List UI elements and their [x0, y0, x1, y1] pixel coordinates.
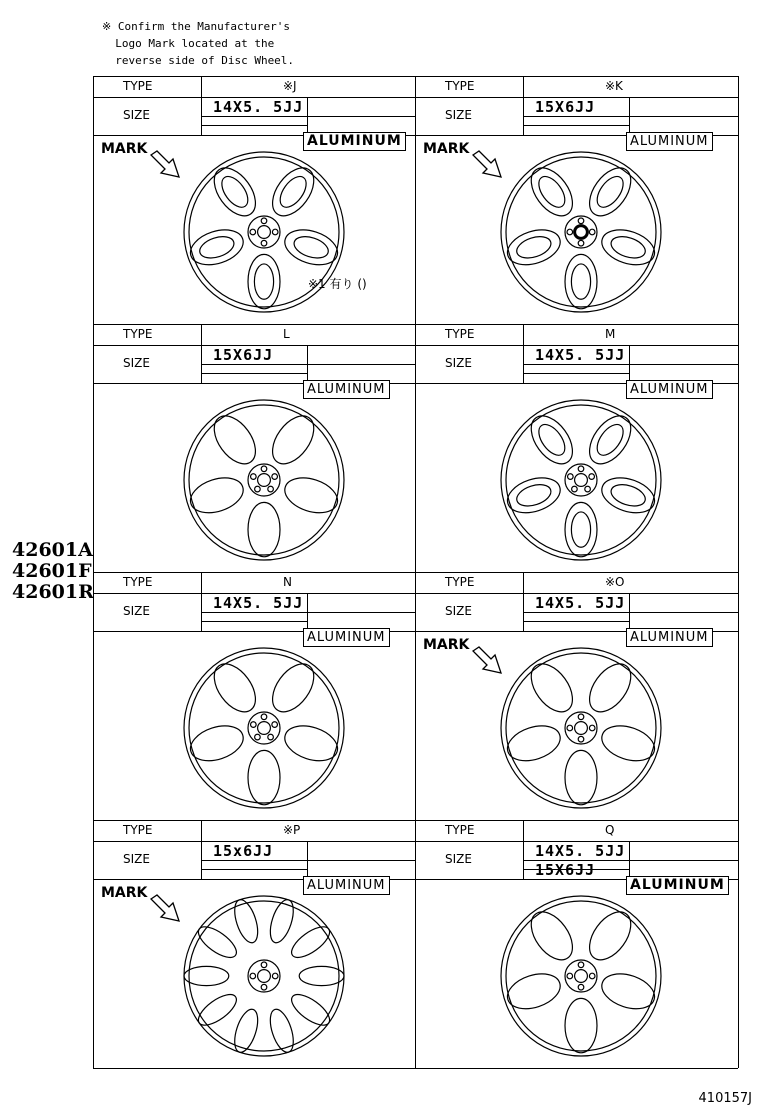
size-value-8-2: 15X6JJ [535, 861, 596, 879]
size-label: SIZE [123, 604, 150, 618]
mark-label-2: MARK [423, 141, 470, 157]
material-label-8: ALUMINUM [626, 876, 729, 895]
size-value-3-1: 15X6JJ [213, 346, 274, 364]
type-label: TYPE [123, 79, 153, 93]
type-value-3: L [283, 327, 290, 341]
type-label: TYPE [123, 575, 153, 589]
wheel-drawing-5 [179, 643, 349, 813]
mark-arrow-icon [149, 893, 183, 923]
part-number-3: 42601R [12, 581, 94, 603]
wheel-drawing-6 [496, 643, 666, 813]
size-label: SIZE [445, 108, 472, 122]
mark-arrow-icon [149, 149, 183, 179]
type-label: TYPE [123, 823, 153, 837]
part-number-1: 42601A [12, 539, 93, 561]
mark-arrow-icon [471, 149, 505, 179]
size-value-5-1: 14X5. 5JJ [213, 594, 304, 612]
type-label: TYPE [445, 79, 475, 93]
mark-label-1: MARK [101, 141, 148, 157]
wheel-drawing-4 [496, 395, 666, 565]
figure-number: 410157J [698, 1091, 752, 1106]
size-value-4-1: 14X5. 5JJ [535, 346, 626, 364]
size-label: SIZE [123, 356, 150, 370]
wheel-drawing-7 [179, 891, 349, 1061]
type-value-8: Q [605, 823, 615, 837]
type-value-6: ※O [605, 575, 625, 589]
type-label: TYPE [445, 327, 475, 341]
size-label: SIZE [445, 604, 472, 618]
material-label-3: ALUMINUM [303, 380, 390, 399]
type-value-2: ※K [605, 79, 623, 93]
wheel-drawing-1 [179, 147, 349, 317]
size-label: SIZE [123, 108, 150, 122]
material-label-1: ALUMINUM [303, 132, 406, 151]
material-label-7: ALUMINUM [303, 876, 390, 895]
size-value-6-1: 14X5. 5JJ [535, 594, 626, 612]
type-value-7: ※P [283, 823, 301, 837]
wheel-drawing-2 [496, 147, 666, 317]
size-label: SIZE [445, 852, 472, 866]
size-value-2-1: 15X6JJ [535, 98, 596, 116]
mark-label-6: MARK [423, 637, 470, 653]
size-value-7-1: 15x6JJ [213, 842, 274, 860]
type-value-5: N [283, 575, 292, 589]
material-label-6: ALUMINUM [626, 628, 713, 647]
wheel-drawing-3 [179, 395, 349, 565]
type-value-1: ※J [283, 79, 297, 93]
material-label-2: ALUMINUM [626, 132, 713, 151]
wheel-drawing-8 [496, 891, 666, 1061]
material-label-5: ALUMINUM [303, 628, 390, 647]
annotation-1: ※1 有り () [308, 277, 367, 291]
size-value-1-1: 14X5. 5JJ [213, 98, 304, 116]
part-number-2: 42601F [12, 560, 92, 582]
type-label: TYPE [123, 327, 153, 341]
size-value-8-1: 14X5. 5JJ [535, 842, 626, 860]
size-label: SIZE [123, 852, 150, 866]
type-label: TYPE [445, 575, 475, 589]
type-label: TYPE [445, 823, 475, 837]
manufacturer-logo-note: ※ Confirm the Manufacturer's Logo Mark located at the reverse side of Disc Wheel. [102, 20, 295, 67]
type-value-4: M [605, 327, 616, 341]
size-label: SIZE [445, 356, 472, 370]
material-label-4: ALUMINUM [626, 380, 713, 399]
mark-arrow-icon [471, 645, 505, 675]
mark-label-7: MARK [101, 885, 148, 901]
